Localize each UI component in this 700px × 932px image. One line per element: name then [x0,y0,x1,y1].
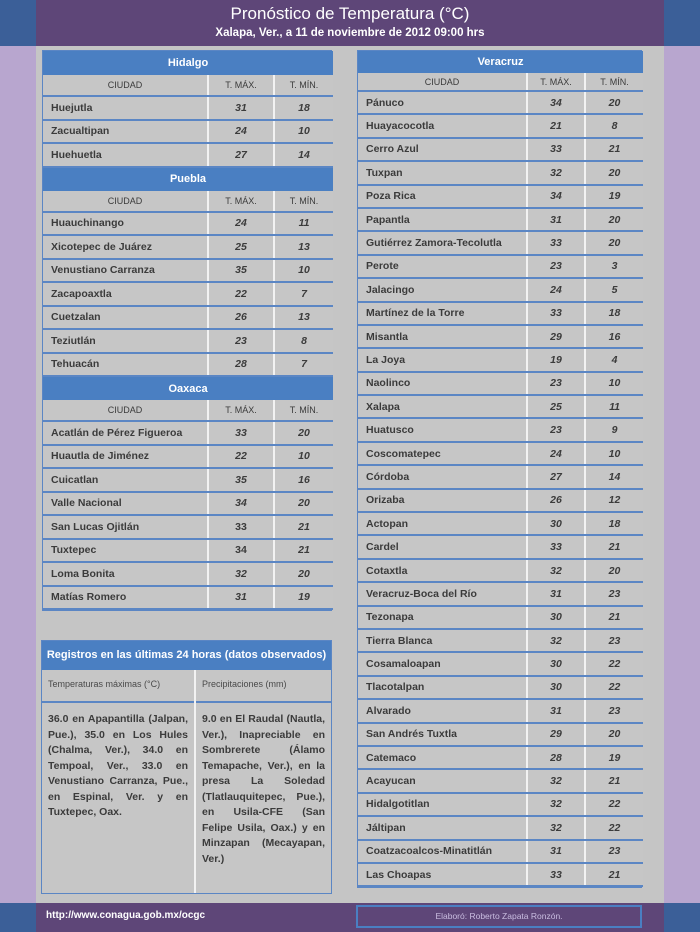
max-temp: 24 [527,442,585,465]
table-row [43,212,333,236]
table-row [43,306,333,330]
table-row [43,143,333,167]
city-name: Jalacingo [358,278,527,301]
min-temp: 20 [585,161,643,184]
city-name: Tehuacán [43,353,208,377]
min-temp: 20 [585,91,643,114]
table-row [358,512,643,535]
table-row [358,302,643,325]
max-temp: 31 [527,582,585,605]
section-title: Oaxaca [43,376,333,400]
min-temp: 13 [274,235,333,259]
city-name: Tlacotalpan [358,676,527,699]
city-name: Tierra Blanca [358,629,527,652]
min-temp: 8 [274,329,333,353]
city-name: Las Choapas [358,863,527,886]
city-name: Hidalgotitlan [358,793,527,816]
section-header-oaxaca [43,376,333,400]
max-temp: 23 [527,372,585,395]
min-temp: 14 [274,143,333,167]
footer-credit: Elaboró: Roberto Zapata Ronzón. [356,905,642,928]
table-row [358,582,643,605]
table-row [358,278,643,301]
min-temp: 23 [585,699,643,722]
column-header-row [358,73,643,91]
column-header-max: T. MÁX. [208,400,274,421]
city-name: Tezonapa [358,606,527,629]
city-name: Coscomatepec [358,442,527,465]
table-row [43,353,333,377]
table-row [43,492,333,516]
table-row [358,161,643,184]
observed-precip-column [194,670,331,893]
min-temp: 23 [585,582,643,605]
max-temp: 31 [208,96,274,120]
min-temp: 11 [274,212,333,236]
max-temp: 33 [208,421,274,445]
min-temp: 5 [585,278,643,301]
city-name: Tuxpan [358,161,527,184]
table-row [358,816,643,839]
min-temp: 19 [274,586,333,610]
city-name: Veracruz-Boca del Río [358,582,527,605]
city-name: Huayacocotla [358,114,527,137]
table-row [358,840,643,863]
max-temp: 31 [527,208,585,231]
table-row [43,282,333,306]
min-temp: 21 [274,539,333,563]
table-row [358,793,643,816]
table-row [358,442,643,465]
min-temp: 22 [585,816,643,839]
city-name: Alvarado [358,699,527,722]
table-row [358,465,643,488]
table-row [43,120,333,144]
table-row [358,395,643,418]
max-temp: 30 [527,652,585,675]
max-temp: 23 [208,329,274,353]
city-name: Acayucan [358,769,527,792]
max-temp: 33 [527,863,585,886]
header-band [0,0,700,46]
city-name: Tuxtepec [43,539,208,563]
city-name: Cuicatlan [43,468,208,492]
city-name: Gutiérrez Zamora-Tecolutla [358,231,527,254]
city-name: La Joya [358,348,527,371]
max-temp: 35 [208,259,274,283]
min-temp: 23 [585,840,643,863]
min-temp: 21 [585,863,643,886]
city-name: Martínez de la Torre [358,302,527,325]
column-header-row [43,191,333,212]
max-temp: 24 [208,120,274,144]
max-temp: 29 [527,723,585,746]
table-row [358,489,643,512]
min-temp: 20 [585,231,643,254]
city-name: Xalapa [358,395,527,418]
table-row [358,535,643,558]
city-name: Loma Bonita [43,562,208,586]
min-temp: 10 [585,442,643,465]
city-name: Huehuetla [43,143,208,167]
min-temp: 18 [274,96,333,120]
city-name: Jáltipan [358,816,527,839]
page-title: Pronóstico de Temperatura (°C) [230,4,470,23]
min-temp: 20 [274,492,333,516]
max-temp: 23 [527,255,585,278]
column-header-row [43,75,333,96]
observed-precip-label: Precipitaciones (mm) [196,670,331,703]
city-name: Poza Rica [358,185,527,208]
observed-max-temp-column [42,670,194,893]
city-name: Cotaxtla [358,559,527,582]
column-header-min: T. MÍN. [274,191,333,212]
max-temp: 26 [527,489,585,512]
observed-max-temp-text: 36.0 en Apapantilla (Jalpan, Pue.), 35.0 en Los Hules (Chalma, Ver.), 34.0 en Tempoal, Ver., 33.0 en Venustiano Carranza, Pue., en Espinal, Ver. y en Tuxtepec, Oax. [48,713,188,818]
min-temp: 21 [274,515,333,539]
table-row [358,863,643,886]
min-temp: 13 [274,306,333,330]
left-forecast-table [42,50,332,611]
max-temp: 30 [527,676,585,699]
observed-records-title: Registros en las últimas 24 horas (datos observados) [42,641,331,670]
table-row [358,629,643,652]
min-temp: 18 [585,512,643,535]
column-header-city: CIUDAD [358,73,527,91]
table-row [358,769,643,792]
column-header-max: T. MÁX. [527,73,585,91]
section-header-hidalgo [43,51,333,75]
city-name: Huejutla [43,96,208,120]
city-name: Cerro Azul [358,138,527,161]
max-temp: 19 [527,348,585,371]
min-temp: 20 [274,562,333,586]
city-name: San Lucas Ojitlán [43,515,208,539]
table-row [358,138,643,161]
table-row [43,586,333,610]
max-temp: 30 [527,512,585,535]
section-header-veracruz [358,51,643,73]
table-row [43,421,333,445]
city-name: Pánuco [358,91,527,114]
city-name: Coatzacoalcos-Minatitlán [358,840,527,863]
min-temp: 21 [585,138,643,161]
footer-url-link[interactable]: http://www.conagua.gob.mx/ocgc [46,910,206,921]
column-header-city: CIUDAD [43,191,208,212]
footer-band [0,903,700,932]
min-temp: 18 [585,302,643,325]
min-temp: 10 [274,445,333,469]
max-temp: 30 [527,606,585,629]
max-temp: 28 [527,746,585,769]
max-temp: 32 [527,629,585,652]
observed-records-box [41,640,332,894]
city-name: Catemaco [358,746,527,769]
table-row [358,91,643,114]
max-temp: 22 [208,445,274,469]
max-temp: 33 [208,515,274,539]
veracruz-forecast-table [357,50,642,888]
max-temp: 32 [527,559,585,582]
section-title: Veracruz [358,51,643,73]
min-temp: 22 [585,676,643,699]
column-header-max: T. MÁX. [208,191,274,212]
min-temp: 19 [585,185,643,208]
max-temp: 31 [527,840,585,863]
min-temp: 16 [274,468,333,492]
table-row [43,445,333,469]
max-temp: 25 [208,235,274,259]
max-temp: 32 [527,793,585,816]
table-row [358,418,643,441]
city-name: Orizaba [358,489,527,512]
table-row [358,325,643,348]
table-row [358,652,643,675]
max-temp: 29 [527,325,585,348]
max-temp: 24 [527,278,585,301]
table-row [43,259,333,283]
city-name: Misantla [358,325,527,348]
min-temp: 7 [274,353,333,377]
city-name: Huatusco [358,418,527,441]
min-temp: 22 [585,652,643,675]
table-row [358,231,643,254]
city-name: Huautla de Jiménez [43,445,208,469]
max-temp: 25 [527,395,585,418]
max-temp: 33 [527,231,585,254]
city-name: Naolinco [358,372,527,395]
max-temp: 31 [527,699,585,722]
max-temp: 27 [527,465,585,488]
min-temp: 22 [585,793,643,816]
city-name: Venustiano Carranza [43,259,208,283]
max-temp: 26 [208,306,274,330]
city-name: Teziutlán [43,329,208,353]
observed-precip-text: 9.0 en El Raudal (Nautla, Ver.), Inapreciable en Sombrerete (Álamo Temapache, Ver.), en la presa La Soledad (Tlatlauquitepec, Pue.), en Usila-CFE (San Felipe Usila, Oax.) y en Minzapan (Mecayapan, Ver.) [202,713,325,865]
column-header-city: CIUDAD [43,400,208,421]
min-temp: 10 [274,120,333,144]
table-row [43,539,333,563]
max-temp: 31 [208,586,274,610]
max-temp: 35 [208,468,274,492]
max-temp: 34 [208,539,274,563]
max-temp: 34 [208,492,274,516]
table-row [43,235,333,259]
city-name: Zacualtipan [43,120,208,144]
city-name: Acatlán de Pérez Figueroa [43,421,208,445]
min-temp: 8 [585,114,643,137]
max-temp: 33 [527,302,585,325]
table-row [358,114,643,137]
column-header-city: CIUDAD [43,75,208,96]
city-name: Actopan [358,512,527,535]
min-temp: 19 [585,746,643,769]
min-temp: 9 [585,418,643,441]
max-temp: 34 [527,91,585,114]
min-temp: 3 [585,255,643,278]
min-temp: 10 [274,259,333,283]
column-header-min: T. MÍN. [274,75,333,96]
column-header-max: T. MÁX. [208,75,274,96]
max-temp: 33 [527,535,585,558]
max-temp: 32 [527,161,585,184]
table-row [358,606,643,629]
table-row [43,562,333,586]
column-header-row [43,400,333,421]
table-row [358,372,643,395]
max-temp: 27 [208,143,274,167]
city-name: San Andrés Tuxtla [358,723,527,746]
city-name: Matías Romero [43,586,208,610]
table-row [43,96,333,120]
city-name: Valle Nacional [43,492,208,516]
footer [36,903,664,932]
city-name: Cuetzalan [43,306,208,330]
table-row [43,329,333,353]
max-temp: 32 [208,562,274,586]
min-temp: 20 [585,723,643,746]
observed-max-temp-label: Temperaturas máximas (°C) [42,670,194,703]
max-temp: 32 [527,769,585,792]
max-temp: 21 [527,114,585,137]
max-temp: 28 [208,353,274,377]
max-temp: 24 [208,212,274,236]
section-title: Hidalgo [43,51,333,75]
max-temp: 33 [527,138,585,161]
table-row [358,676,643,699]
table-row [358,208,643,231]
table-row [43,515,333,539]
city-name: Perote [358,255,527,278]
max-temp: 34 [527,185,585,208]
min-temp: 21 [585,535,643,558]
max-temp: 32 [527,816,585,839]
min-temp: 4 [585,348,643,371]
table-row [358,559,643,582]
min-temp: 21 [585,769,643,792]
min-temp: 12 [585,489,643,512]
max-temp: 23 [527,418,585,441]
section-header-puebla [43,167,333,191]
min-temp: 20 [274,421,333,445]
min-temp: 20 [585,208,643,231]
city-name: Xicotepec de Juárez [43,235,208,259]
min-temp: 16 [585,325,643,348]
min-temp: 21 [585,606,643,629]
min-temp: 11 [585,395,643,418]
table-row [358,746,643,769]
table-row [358,185,643,208]
city-name: Papantla [358,208,527,231]
content-panel [36,46,664,903]
min-temp: 23 [585,629,643,652]
page-subtitle: Xalapa, Ver., a 11 de noviembre de 2012 09:00 hrs [215,27,485,39]
table-row [358,255,643,278]
min-temp: 10 [585,372,643,395]
city-name: Cardel [358,535,527,558]
column-header-min: T. MÍN. [585,73,643,91]
max-temp: 22 [208,282,274,306]
header [36,0,664,46]
column-header-min: T. MÍN. [274,400,333,421]
city-name: Zacapoaxtla [43,282,208,306]
city-name: Córdoba [358,465,527,488]
table-row [358,699,643,722]
min-temp: 20 [585,559,643,582]
table-row [358,723,643,746]
min-temp: 14 [585,465,643,488]
city-name: Huauchinango [43,212,208,236]
section-title: Puebla [43,167,333,191]
city-name: Cosamaloapan [358,652,527,675]
table-row [358,348,643,371]
min-temp: 7 [274,282,333,306]
table-row [43,468,333,492]
